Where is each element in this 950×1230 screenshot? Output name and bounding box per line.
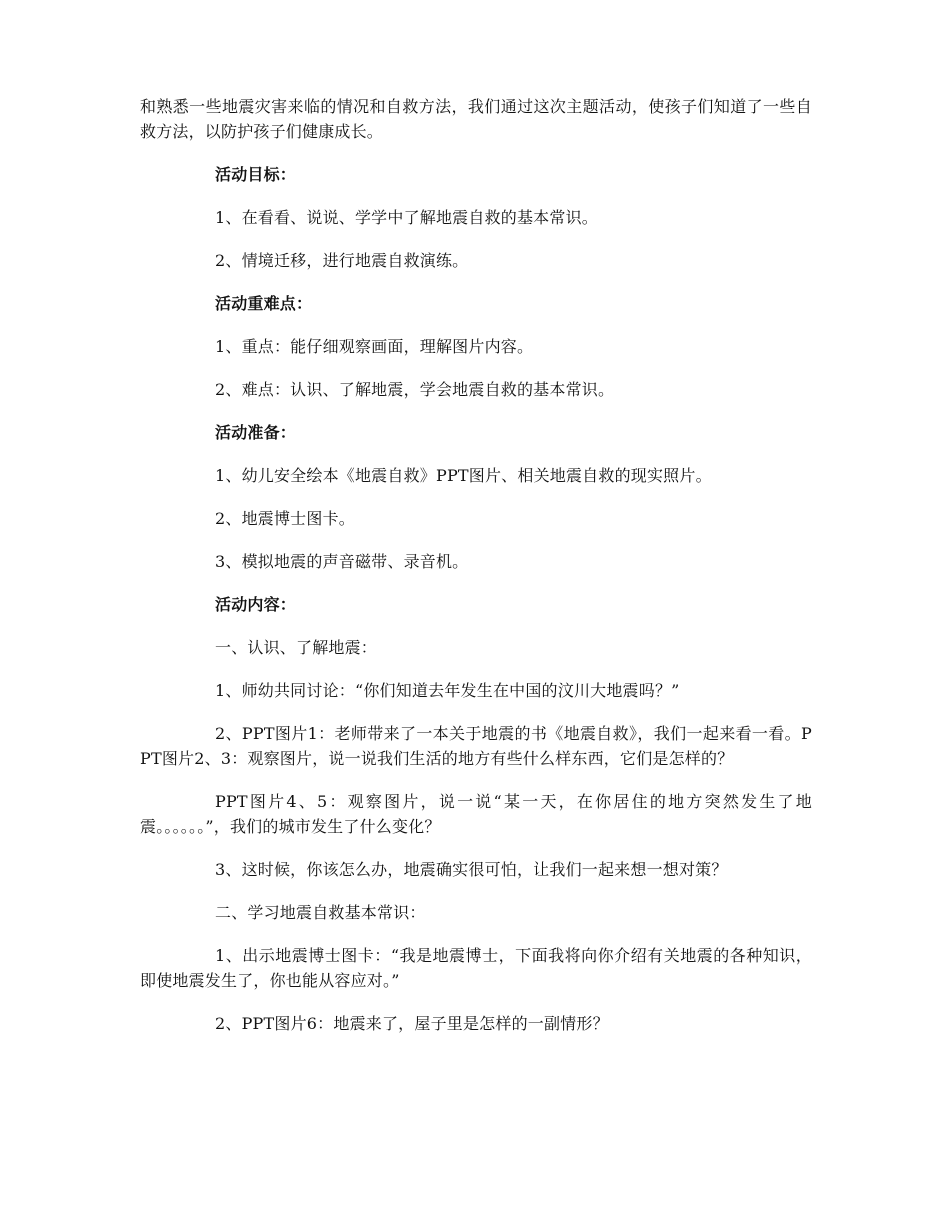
heading-activity-content: 活动内容： [215, 595, 297, 614]
section-two-title: 二、学习地震自救基本常识： [215, 903, 426, 922]
goal-item-1: 1、在看看、说说、学学中了解地震自救的基本常识。 [215, 208, 598, 227]
section-one-item-3: 3、这时候，你该怎么办，地震确实很可怕，让我们一起来想一想对策？ [215, 860, 728, 879]
key-point-item-2: 2、难点：认识、了解地震，学会地震自救的基本常识。 [215, 380, 615, 399]
preparation-item-3: 3、模拟地震的声音磁带、录音机。 [215, 552, 469, 571]
section-one-ppt-4-5: PPT图片4、5：观察图片，说一说“某一天，在你居住的地方突然发生了地震。。。。。。”，我们的城市发生了什么变化？ [140, 792, 812, 836]
heading-key-points: 活动重难点： [215, 294, 313, 313]
document-body [140, 94, 812, 1054]
preparation-item-2: 2、地震博士图卡。 [215, 509, 355, 528]
section-two-item-1: 1、出示地震博士图卡：“我是地震博士，下面我将向你介绍有关地震的各种知识，即使地震发生了，你也能从容应对。” [140, 946, 812, 990]
key-point-item-1: 1、重点：能仔细观察画面，理解图片内容。 [215, 337, 534, 356]
intro-paragraph-continued: 和熟悉一些地震灾害来临的情况和自救方法，我们通过这次主题活动，使孩子们知道了一些自救方法，以防护孩子们健康成长。 [140, 97, 812, 141]
section-one-title: 一、认识、了解地震： [215, 638, 378, 657]
section-one-item-1: 1、师幼共同讨论：“你们知道去年发生在中国的汶川大地震吗？” [215, 681, 680, 700]
goal-item-2: 2、情境迁移，进行地震自救演练。 [215, 251, 469, 270]
section-two-item-2: 2、PPT图片6：地震来了，屋子里是怎样的一副情形？ [215, 1014, 609, 1033]
heading-preparation: 活动准备： [215, 423, 297, 442]
preparation-item-1: 1、幼儿安全绘本《地震自救》PPT图片、相关地震自救的现实照片。 [215, 466, 712, 485]
heading-activity-goals: 活动目标： [215, 165, 297, 184]
section-one-item-2: 2、PPT图片1：老师带来了一本关于地震的书《地震自救》，我们一起来看一看。PPT图片2、3：观察图片，说一说我们生活的地方有些什么样东西，它们是怎样的？ [140, 724, 812, 768]
